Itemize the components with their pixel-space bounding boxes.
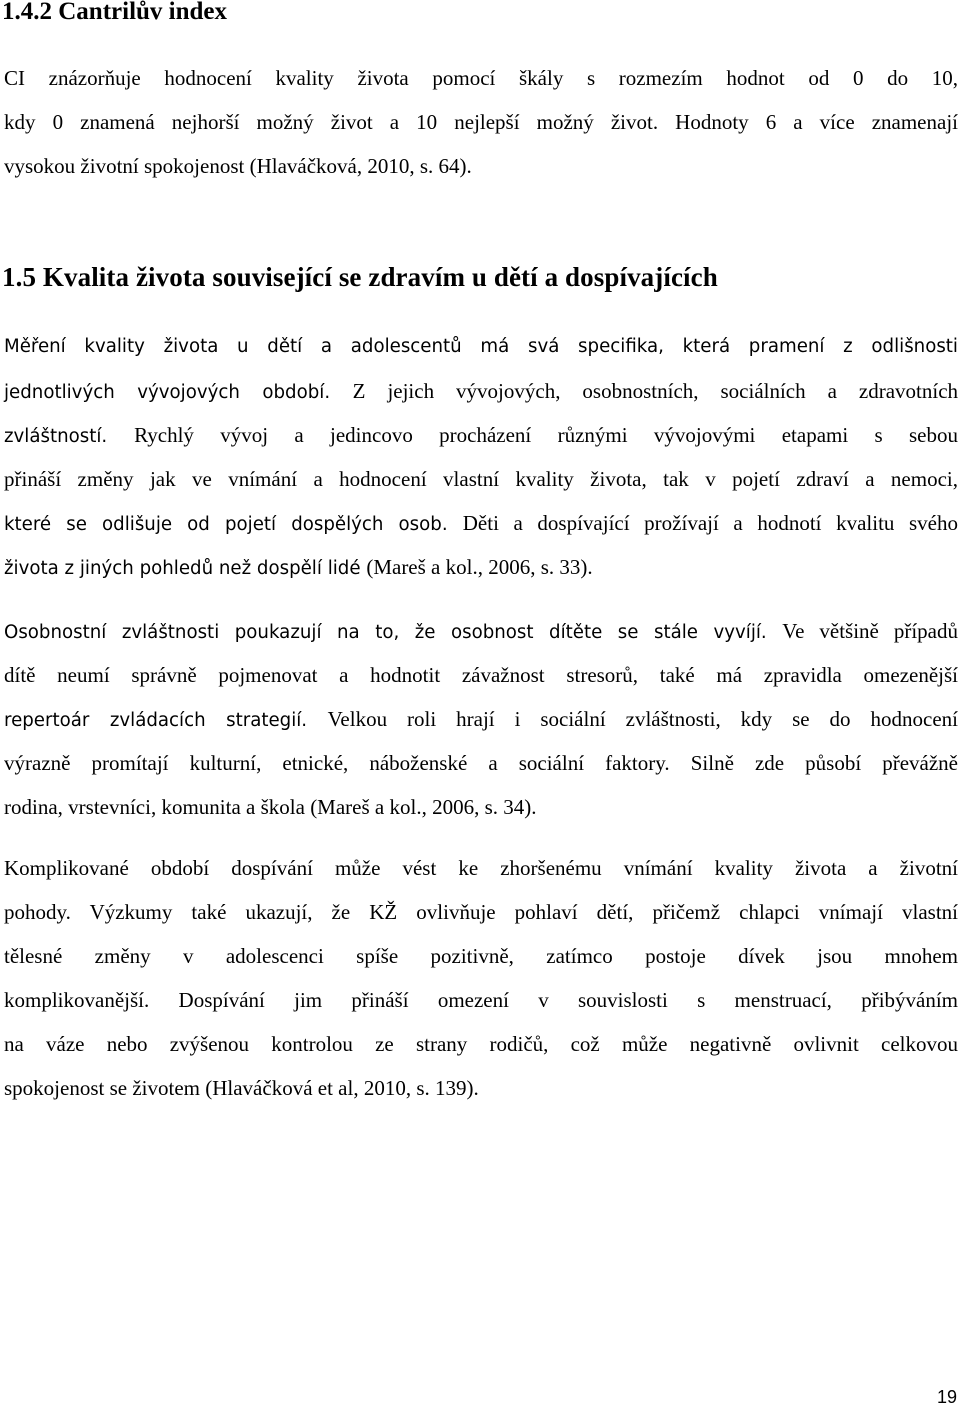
text-run: života z jiných pohledů než dospělí lidé [4, 558, 361, 579]
text-run: Osobnostní zvláštnosti poukazují na to, že osobnost dítěte se stále vyvíjí. [4, 622, 767, 643]
paragraph-line [4, 890, 958, 934]
text-run: komplikovanější. [4, 988, 150, 1012]
text-run: rodina, vrstevníci, komunita a škola [4, 795, 305, 819]
paragraph-personality-specifics [4, 609, 958, 829]
text-run: Komplikované období dospívání může vést ke zhoršenému vnímání kvality života a životní [4, 856, 958, 880]
paragraph-line: vysokou životní spokojenost (Hlaváčková, 2010, s. 64). [4, 154, 472, 178]
page-number: 19 [936, 1387, 957, 1407]
text-run: pohody. [4, 900, 71, 924]
text-run: Výzkumy také ukazují, že KŽ ovlivňuje pohlaví dětí, přičemž chlapci vnímají vlastní [89, 900, 958, 924]
text-run: zvláštností. [4, 426, 108, 447]
paragraph-line [4, 934, 958, 978]
paragraph-line [4, 1066, 958, 1110]
paragraph-line [4, 978, 958, 1022]
text-run: (Hlaváčková et al, 2010, s. 139). [205, 1076, 479, 1100]
paragraph-line [4, 413, 958, 457]
paragraph-line: CI znázorňuje hodnocení kvality života pomocí škály s rozmezím hodnot od 0 do 10, [4, 66, 958, 90]
paragraph-cantril-index [4, 56, 958, 188]
text-run: které se odlišuje od pojetí dospělých osob. [4, 514, 448, 535]
paragraph-line [4, 369, 958, 413]
paragraph-line [4, 1022, 958, 1066]
text-run: Dospívání jim přináší omezení v souvislosti s menstruací, přibýváním [178, 988, 959, 1012]
text-run: (Mareš a kol., 2006, s. 33). [366, 555, 593, 579]
paragraph-line [4, 741, 958, 785]
paragraph-line: kdy 0 znamená nejhorší možný život a 10 nejlepší možný život. Hodnoty 6 a více znamenají [4, 110, 958, 134]
paragraph-line [4, 501, 958, 545]
text-run: Měření kvality života u dětí a adolescentů má svá specifika, která pramení z odlišnosti [4, 336, 958, 357]
chapter-heading: 1.5 Kvalita života související se zdravím u dětí a dospívajících [2, 262, 718, 292]
text-run: jednotlivých vývojových období. [4, 382, 331, 403]
paragraph-line [4, 609, 958, 653]
text-run: výrazně promítají kulturní, etnické, náboženské a sociální faktory. [4, 751, 670, 775]
paragraph-line [4, 697, 958, 741]
text-run: Děti a dospívající prožívají a hodnotí kvalitu svého [462, 511, 958, 535]
text-run: tělesné změny v adolescenci spíše pozitivně, zatímco postoje dívek jsou mnohem [4, 944, 958, 968]
text-run: na váze nebo zvýšenou kontrolou ze strany rodičů, což může negativně ovlivnit celkovou [4, 1032, 958, 1056]
text-run: Silně zde působí převážně [690, 751, 959, 775]
text-run: Velkou roli hrají i sociální zvláštnosti, kdy se do hodnocení [327, 707, 958, 731]
text-run: Rychlý vývoj a jedincovo procházení různými vývojovými etapami s sebou [134, 423, 958, 447]
paragraph-line [4, 653, 958, 697]
text-run: dítě neumí správně pojmenovat a hodnotit závažnost stresorů, také má zpravidla omezenější [4, 663, 958, 687]
paragraph-line [4, 545, 958, 589]
paragraph-line [4, 785, 958, 829]
text-run: spokojenost se životem [4, 1076, 200, 1100]
text-run: repertoár zvládacích strategií. [4, 710, 308, 731]
text-run: (Mareš a kol., 2006, s. 34). [310, 795, 537, 819]
text-run: Ve většině případů [782, 619, 958, 643]
text-run: přináší změny jak ve vnímání a hodnocení vlastní kvality života, tak v pojetí zdraví a nemoci, [4, 467, 958, 491]
text-run: Z jejich vývojových, osobnostních, sociálních a zdravotních [352, 379, 959, 403]
paragraph-line [4, 846, 958, 890]
paragraph-children-quality-of-life [4, 325, 958, 589]
section-heading: 1.4.2 Cantrilův index [2, 0, 228, 25]
paragraph-line [4, 325, 958, 369]
paragraph-line [4, 457, 958, 501]
paragraph-adolescence [4, 846, 958, 1110]
